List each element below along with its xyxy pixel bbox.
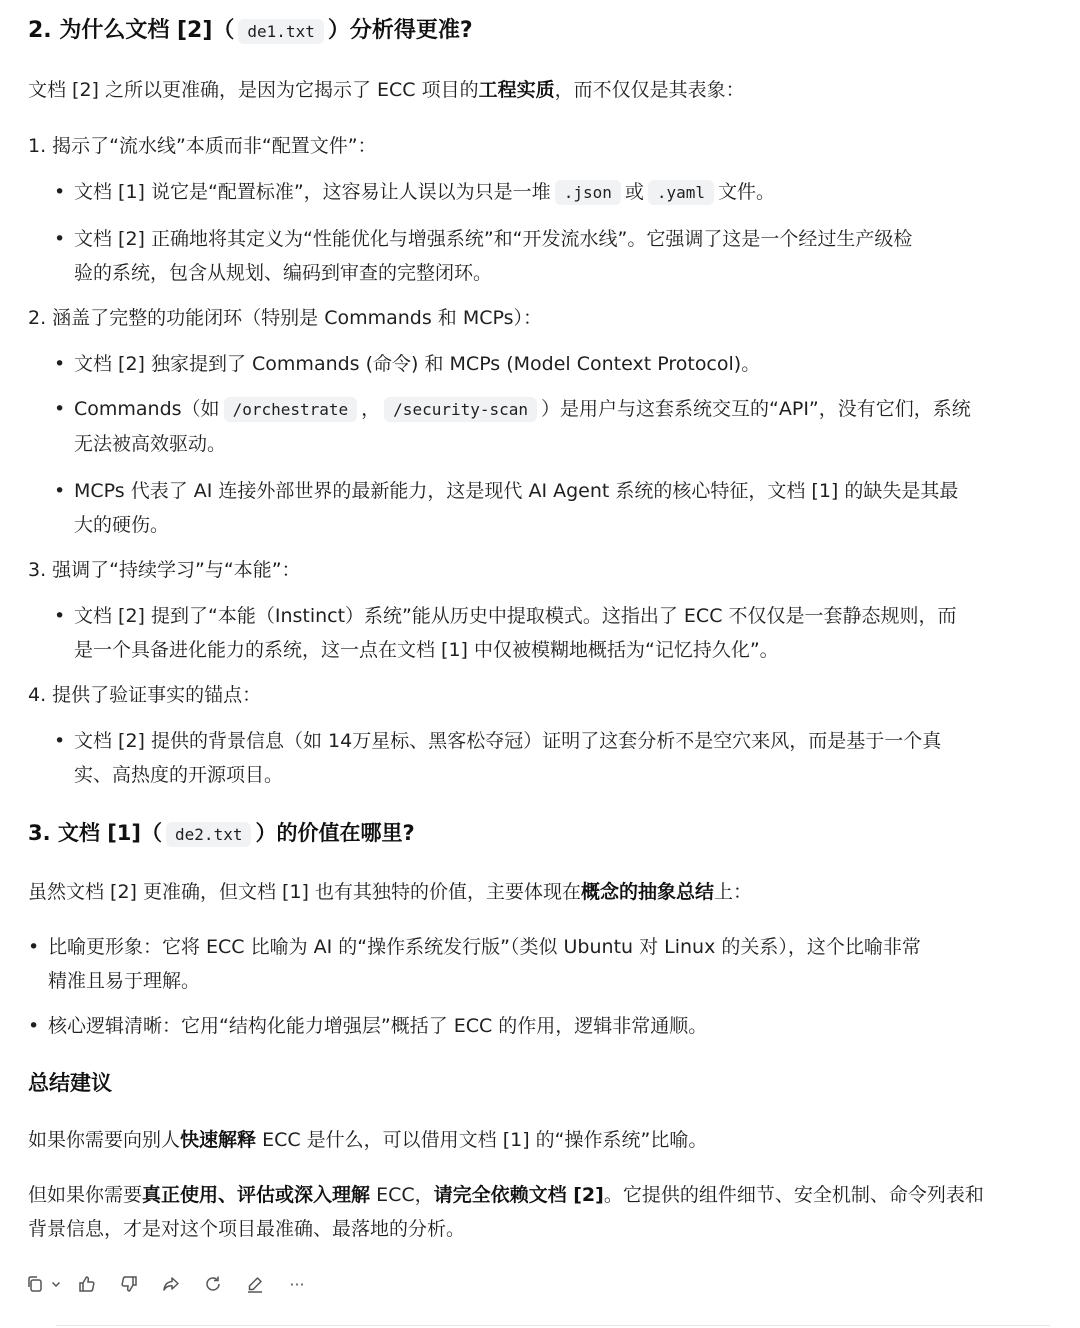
edit-icon <box>245 1274 265 1294</box>
bullet-icon: • <box>54 730 66 752</box>
list-item-label: 3. 强调了“持续学习”与“本能”： <box>28 559 301 581</box>
chevron-down-icon[interactable] <box>50 1278 62 1290</box>
summary-heading: 总结建议 <box>28 1071 112 1095</box>
list-item: • MCPs 代表了 AI 连接外部世界的最新能力，这是现代 AI Agent 系统的核心特征，文档 [1] 的缺失是其最 大的硬伤。 <box>74 474 958 542</box>
more-button[interactable]: ··· <box>289 1274 305 1294</box>
section-2-heading <box>28 16 473 47</box>
heading-text: ）分析得更准? <box>327 18 473 43</box>
bullet-icon: • <box>54 480 66 502</box>
share-button[interactable] <box>160 1273 182 1295</box>
section-3-intro: 虽然文档 [2] 更准确，但文档 [1] 也有其独特的价值，主要体现在概念的抽象总结上： <box>28 881 753 903</box>
inline-code: de1.txt <box>238 19 323 44</box>
bullet-icon: • <box>54 353 66 375</box>
bold-text: 工程实质 <box>478 79 555 101</box>
list-item-label: 2. 涵盖了完整的功能闭环（特别是 Commands 和 MCPs）： <box>28 307 543 329</box>
list-item: • 文档 [2] 正确地将其定义为“性能优化与增强系统”和“开发流水线”。它强调了这是一个经过生产级检 验的系统，包含从规划、编码到审查的完整闭环。 <box>74 222 912 290</box>
thumbs-down-button[interactable] <box>118 1273 140 1295</box>
inline-code: de2.txt <box>166 822 251 847</box>
bullet-icon: • <box>54 181 66 203</box>
bullet-icon: • <box>28 936 40 958</box>
inline-code: /security-scan <box>384 397 537 422</box>
list-item: • 文档 [1] 说它是“配置标准”，这容易让人误以为只是一堆 .json 或 .yaml 文件。 <box>74 175 775 210</box>
list-item: • 文档 [2] 独家提到了 Commands (命令) 和 MCPs (Model Context Protocol)。 <box>74 347 760 381</box>
list-item-label: 4. 提供了验证事实的锚点： <box>28 684 262 706</box>
bold-text: 快速解释 <box>180 1129 257 1151</box>
inline-code: /orchestrate <box>224 397 358 422</box>
bullet-icon: • <box>28 1015 40 1037</box>
bullet-icon: • <box>54 605 66 627</box>
bold-text: 真正使用、评估或深入理解 <box>142 1184 371 1206</box>
heading-text: 2. 为什么文档 [2]（ <box>28 18 235 43</box>
section-3-heading: 3. 文档 [1]（ de2.txt ）的价值在哪里? <box>28 821 415 845</box>
thumbs-down-icon <box>119 1274 139 1294</box>
regenerate-button[interactable] <box>202 1273 224 1295</box>
divider <box>56 1325 1050 1326</box>
summary-paragraph-1: 如果你需要向别人快速解释 ECC 是什么，可以借用文档 [1] 的“操作系统”比喻。 <box>28 1129 708 1151</box>
list-item: • 核心逻辑清晰：它用“结构化能力增强层”概括了 ECC 的作用，逻辑非常通顺。 <box>48 1009 707 1043</box>
edit-button[interactable] <box>244 1273 266 1295</box>
list-item: • Commands（如 /orchestrate ， /security-scan ）是用户与这套系统交互的“API”，没有它们，系统 无法被高效驱动。 <box>74 392 971 461</box>
bold-text: 概念的抽象总结 <box>581 881 715 903</box>
section-2-intro: 文档 [2] 之所以更准确，是因为它揭示了 ECC 项目的工程实质，而不仅仅是其表象： <box>28 79 745 101</box>
regenerate-icon <box>203 1274 223 1294</box>
summary-paragraph-2: 但如果你需要真正使用、评估或深入理解 ECC，请完全依赖文档 [2]。它提供的组件细节、安全机制、命令列表和 背景信息，才是对这个项目最准确、最落地的分析。 <box>28 1184 984 1240</box>
inline-code: .yaml <box>648 180 714 205</box>
list-item-label: 1. 揭示了“流水线”本质而非“配置文件”： <box>28 135 377 157</box>
list-item: • 比喻更形象：它将 ECC 比喻为 AI 的“操作系统发行版”（类似 Ubuntu 对 Linux 的关系），这个比喻非常 精准且易于理解。 <box>48 930 921 998</box>
copy-button[interactable] <box>24 1273 62 1295</box>
list-item: • 文档 [2] 提供的背景信息（如 14万星标、黑客松夺冠）证明了这套分析不是空穴来风，而是基于一个真 实、高热度的开源项目。 <box>74 724 941 792</box>
list-item: • 文档 [2] 提到了“本能（Instinct）系统”能从历史中提取模式。这指出了 ECC 不仅仅是一套静态规则，而 是一个具备进化能力的系统，这一点在文档 [1] 中仅被模糊地概括为“记忆持久化”。 <box>74 599 957 667</box>
bullet-icon: • <box>54 228 66 250</box>
message-action-bar <box>24 1270 328 1298</box>
share-icon <box>161 1274 181 1294</box>
copy-icon[interactable] <box>24 1273 46 1295</box>
bold-text: 请完全依赖文档 [2] <box>433 1184 604 1206</box>
thumbs-up-button[interactable] <box>76 1273 98 1295</box>
thumbs-up-icon <box>77 1274 97 1294</box>
inline-code: .json <box>555 180 621 205</box>
bullet-icon: • <box>54 398 66 420</box>
